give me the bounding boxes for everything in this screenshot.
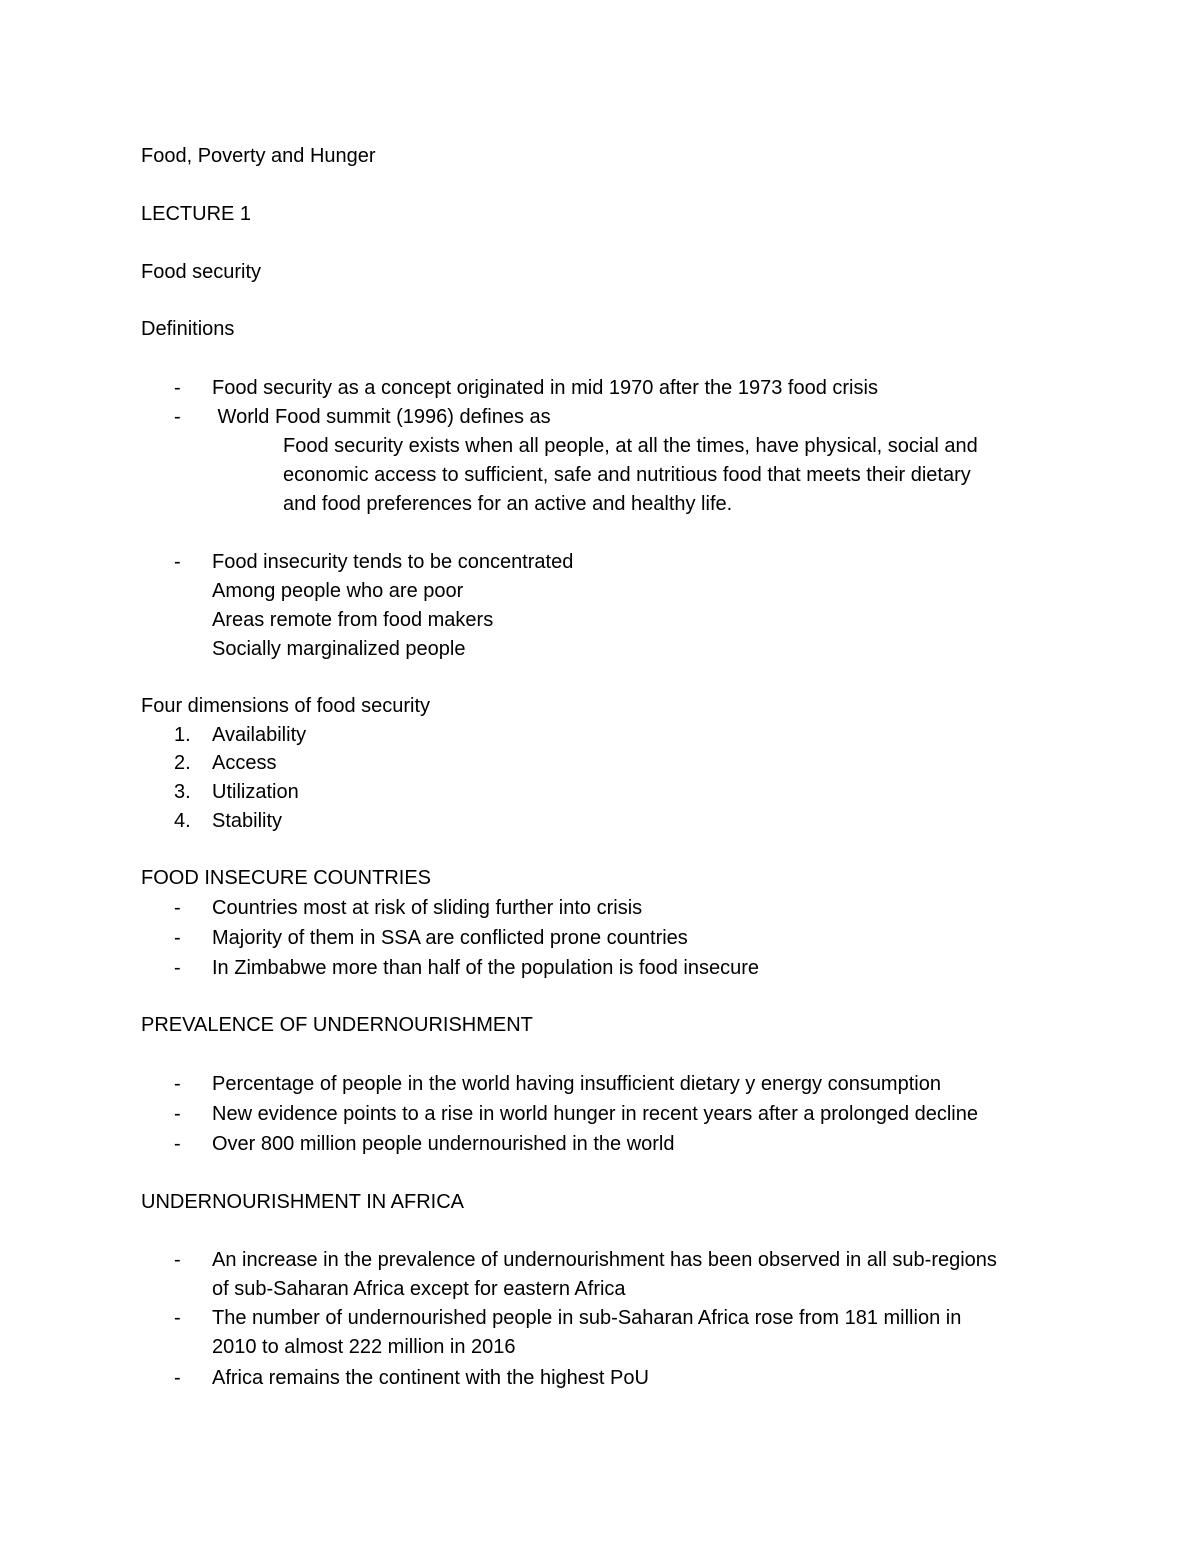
list-item-text: Food insecurity tends to be concentrated	[212, 551, 574, 573]
list-item-text: The number of undernourished people in sub-Saharan Africa rose from 181 million in	[212, 1307, 962, 1329]
bullet-marker: -	[174, 406, 181, 428]
bullet-marker: -	[174, 1073, 181, 1095]
quote-line: economic access to sufficient, safe and nutritious food that meets their dietary	[283, 464, 971, 486]
list-item-text: New evidence points to a rise in world hunger in recent years after a prolonged decline	[212, 1103, 978, 1125]
number-marker: 1.	[174, 724, 191, 746]
bullet-marker: -	[174, 551, 181, 573]
bullet-marker: -	[174, 897, 181, 919]
number-marker: 3.	[174, 781, 191, 803]
quote-line: Food security exists when all people, at all the times, have physical, social and	[283, 435, 978, 457]
numbered-item-text: Availability	[212, 724, 307, 746]
number-marker: 4.	[174, 810, 191, 832]
list-item-text: Majority of them in SSA are conflicted prone countries	[212, 927, 688, 949]
list-item-continuation: 2010 to almost 222 million in 2016	[212, 1336, 516, 1358]
topic-heading: Food security	[141, 261, 262, 283]
list-item-text: An increase in the prevalence of undernourishment has been observed in all sub-regions	[212, 1249, 997, 1271]
document-title: Food, Poverty and Hunger	[141, 145, 376, 167]
lecture-heading: LECTURE 1	[141, 203, 252, 225]
bullet-marker: -	[174, 1249, 181, 1271]
numbered-item-text: Stability	[212, 810, 283, 832]
numbered-item-text: Utilization	[212, 781, 299, 803]
definitions-heading: Definitions	[141, 318, 235, 340]
africa-heading: UNDERNOURISHMENT IN AFRICA	[141, 1191, 464, 1213]
number-marker: 2.	[174, 752, 191, 774]
bullet-marker: -	[174, 1103, 181, 1125]
bullet-marker: -	[174, 1133, 181, 1155]
list-item-text: World Food summit (1996) defines as	[212, 406, 551, 428]
list-item-continuation: Among people who are poor	[212, 580, 464, 602]
list-item-text: Countries most at risk of sliding further into crisis	[212, 897, 643, 919]
bullet-marker: -	[174, 1367, 181, 1389]
list-item-text: Percentage of people in the world having insufficient dietary y energy consumption	[212, 1073, 941, 1095]
list-item-text: Over 800 million people undernourished in the world	[212, 1133, 675, 1155]
list-item-continuation: Socially marginalized people	[212, 638, 466, 660]
quote-line: and food preferences for an active and healthy life.	[283, 493, 733, 515]
bullet-marker: -	[174, 377, 181, 399]
list-item-text: In Zimbabwe more than half of the population is food insecure	[212, 957, 759, 979]
dimensions-heading: Four dimensions of food security	[141, 695, 431, 717]
list-item-continuation: of sub-Saharan Africa except for eastern Africa	[212, 1278, 626, 1300]
bullet-marker: -	[174, 1307, 181, 1329]
list-item-text: Africa remains the continent with the highest PoU	[212, 1367, 649, 1389]
bullet-marker: -	[174, 957, 181, 979]
insecure-countries-heading: FOOD INSECURE COUNTRIES	[141, 867, 432, 889]
list-item-text: Food security as a concept originated in mid 1970 after the 1973 food crisis	[212, 377, 878, 399]
list-item-continuation: Areas remote from food makers	[212, 609, 494, 631]
prevalence-heading: PREVALENCE OF UNDERNOURISHMENT	[141, 1014, 533, 1036]
numbered-item-text: Access	[212, 752, 277, 774]
bullet-marker: -	[174, 927, 181, 949]
